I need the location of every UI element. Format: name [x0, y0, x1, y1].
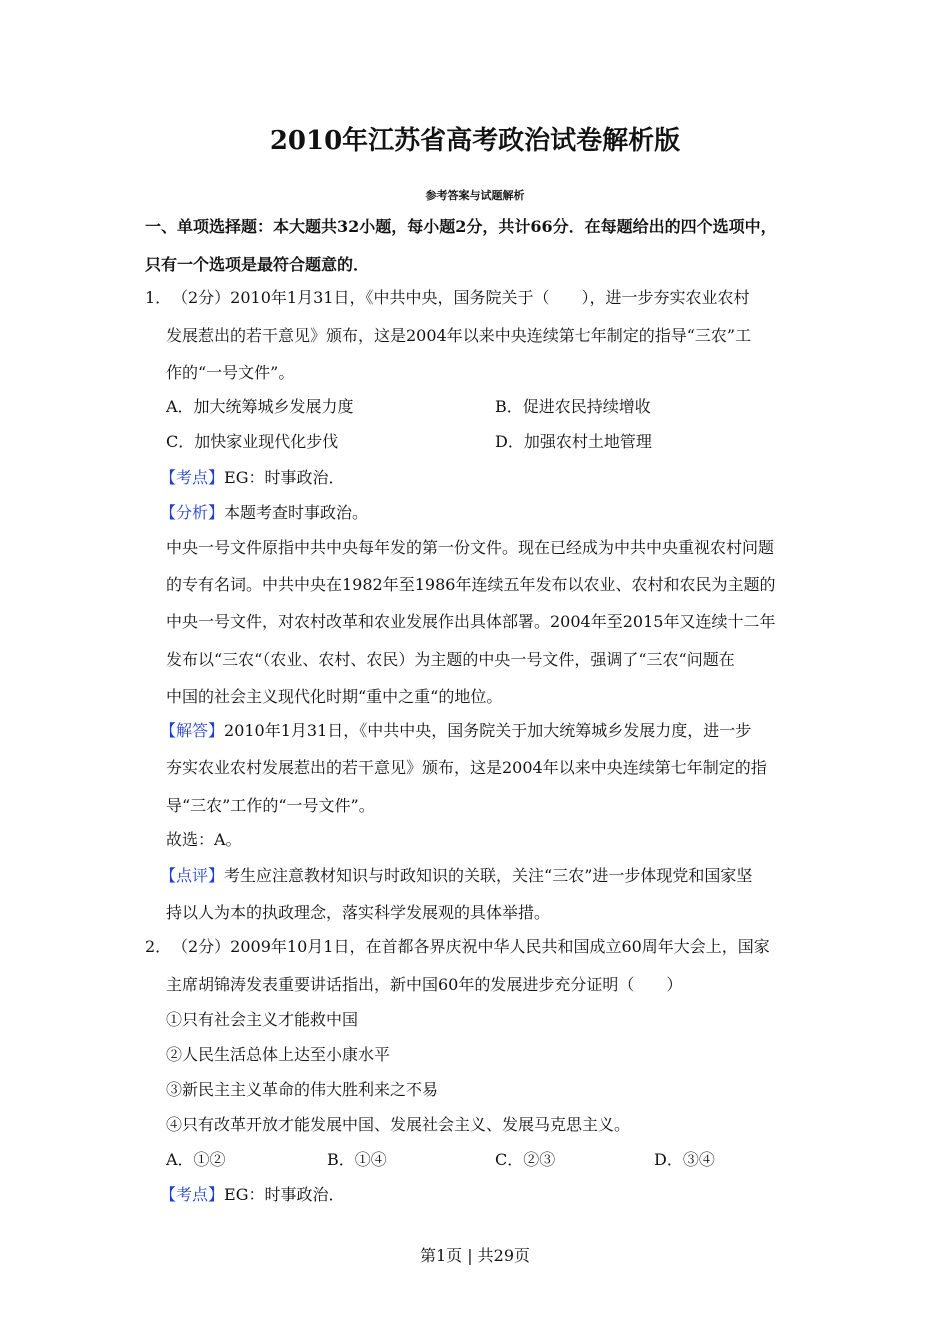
question-text: 主席胡锦涛发表重要讲话指出，新中国60年的发展进步充分证明（ ）: [166, 975, 683, 994]
section-heading: 一、单项选择题：本大题共32小题，每小题2分，共计66分．在每题给出的四个选项中，: [145, 217, 777, 236]
option-b: B．促进农民持续增收: [495, 397, 651, 416]
kaodian-text: EG：时事政治．: [224, 1185, 345, 1204]
question-text: （2分）2010年1月31日，《中共中央，国务院关于（ ），进一步夯实农业农村: [172, 288, 750, 307]
answer: 故选：A。: [166, 830, 242, 849]
question-text: （2分）2009年10月1日，在首都各界庆祝中华人民共和国成立60周年大会上，国家: [172, 937, 770, 956]
kaodian: [160, 467, 344, 489]
analysis-text: 中央一号文件原指中共中央每年发的第一份文件。现在已经成为中共中央重视农村问题: [166, 538, 775, 557]
question-text: 作的“一号文件”。: [166, 363, 295, 382]
jieda-text: 导“三农”工作的“一号文件”。: [166, 796, 375, 815]
kaodian-tag: 【考点】: [160, 1185, 225, 1204]
question-text: 发展惹出的若干意见》颁布，这是2004年以来中央连续第七年制定的指导“三农”工: [166, 326, 752, 345]
analysis-text: 中央一号文件，对农村改革和农业发展作出具体部署。2004年至2015年又连续十二年: [166, 612, 776, 631]
kaodian-text: EG：时事政治．: [224, 468, 345, 487]
jieda-text: 2010年1月31日，《中共中央，国务院关于加大统筹城乡发展力度，进一步: [224, 721, 752, 740]
jieda-tag: 【解答】: [160, 721, 225, 740]
dianping: [160, 865, 752, 887]
page-footer: 第1页 | 共29页: [419, 1246, 531, 1265]
statement-item: ④只有改革开放才能发展中国、发展社会主义、发展马克思主义。: [166, 1115, 631, 1134]
option-c: C．②③: [495, 1150, 556, 1169]
option-d: D．加强农村土地管理: [495, 432, 652, 451]
jieda-text: 夯实农业农村发展惹出的若干意见》颁布，这是2004年以来中央连续第七年制定的指: [166, 758, 767, 777]
fenxi-text: 本题考查时事政治。: [224, 503, 369, 522]
analysis-text: 发布以“三农“（农业、农村、农民）为主题的中央一号文件，强调了“三农“问题在: [166, 650, 735, 669]
fenxi: [160, 502, 368, 524]
document-title: 2010年江苏省高考政治试卷解析版: [269, 126, 681, 156]
kaodian-tag: 【考点】: [160, 468, 225, 487]
section-heading: 只有一个选项是最符合题意的．: [145, 255, 370, 274]
jieda: [160, 720, 751, 742]
dianping-text: 持以人为本的执政理念，落实科学发展观的具体举措。: [166, 903, 551, 922]
analysis-text: 中国的社会主义现代化时期“重中之重“的地位。: [166, 687, 503, 706]
statement-item: ③新民主主义革命的伟大胜利来之不易: [166, 1080, 439, 1099]
question-number: 2．: [145, 937, 172, 956]
option-c: C．加快家业现代化步伐: [166, 432, 339, 451]
option-a: A．加大统筹城乡发展力度: [166, 397, 354, 416]
option-a: A．①②: [166, 1150, 226, 1169]
fenxi-tag: 【分析】: [160, 503, 225, 522]
dianping-tag: 【点评】: [160, 866, 225, 885]
kaodian: [160, 1184, 344, 1206]
document-subtitle: 参考答案与试题解析: [425, 189, 525, 202]
dianping-text: 考生应注意教材知识与时政知识的关联，关注“三农”进一步体现党和国家坚: [224, 866, 753, 885]
question-number: 1．: [145, 288, 172, 307]
option-d: D．③④: [654, 1150, 715, 1169]
statement-item: ①只有社会主义才能救中国: [166, 1010, 359, 1029]
statement-item: ②人民生活总体上达至小康水平: [166, 1045, 391, 1064]
analysis-text: 的专有名词。中共中央在1982年至1986年连续五年发布以农业、农村和农民为主题的: [166, 575, 776, 594]
option-b: B．①④: [327, 1150, 387, 1169]
